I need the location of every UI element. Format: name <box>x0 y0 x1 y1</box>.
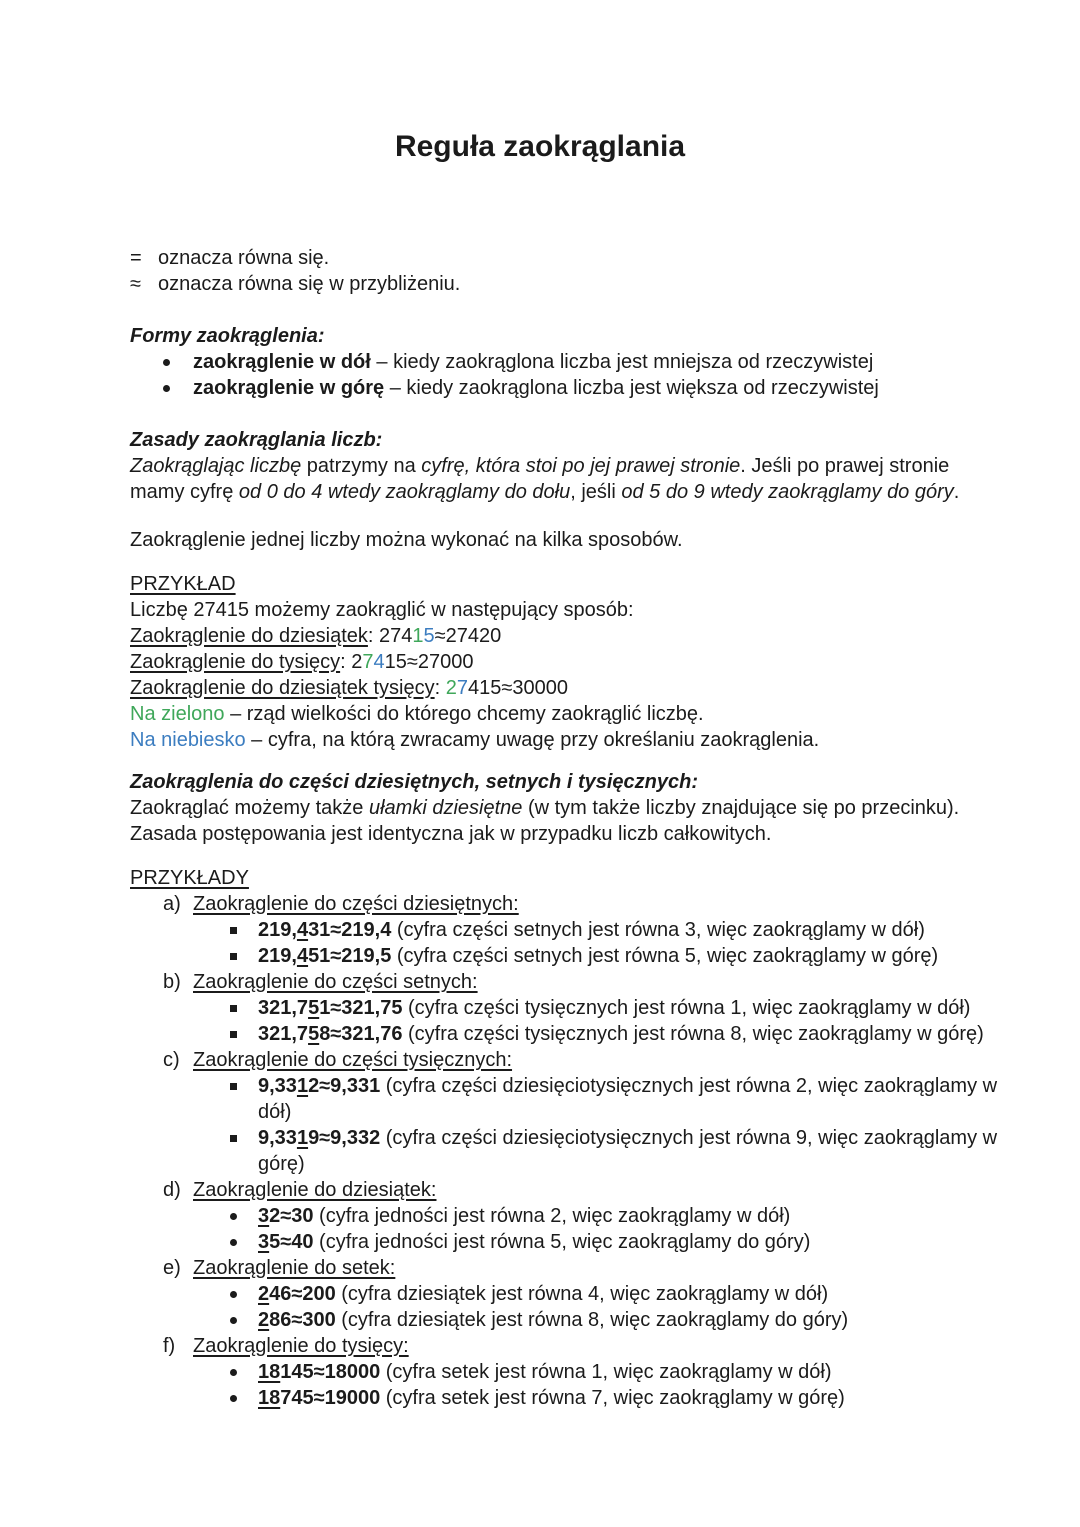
equals-symbol: = <box>130 247 142 269</box>
sub-item <box>130 1073 1000 1125</box>
legend-text: oznacza równa się. <box>158 247 330 269</box>
sub-item <box>130 1359 1000 1385</box>
symbol-legend <box>130 245 1000 297</box>
square-bullet-icon <box>230 995 258 1012</box>
section-heading: Zaokrąglenia do części dziesiętnych, setnych i tysięcznych: <box>130 771 698 793</box>
round-bullet-icon <box>230 1307 258 1324</box>
round-bullet-icon <box>230 1281 258 1298</box>
item-letter: b) <box>163 971 181 993</box>
section-przyklady <box>130 865 1000 1411</box>
blue-digit: 5 <box>423 625 435 647</box>
green-digit: 2 <box>445 677 457 699</box>
legend-row-equals <box>130 245 1000 271</box>
green-note: Na zielono – rząd wielkości do którego chcemy zaokrąglić liczbę. <box>130 703 704 725</box>
sub-item-text: 219,431≈219,4 (cyfra części setnych jest równa 3, więc zaokrąglamy w dół) <box>258 919 925 941</box>
sub-item-text: 219,451≈219,5 (cyfra części setnych jest równa 5, więc zaokrąglamy w górę) <box>258 945 939 967</box>
round-bullet-icon <box>230 1229 258 1246</box>
item-letter: d) <box>163 1179 181 1201</box>
legend-row-approx <box>130 271 1000 297</box>
sub-item <box>130 1281 1000 1307</box>
round-bullet-icon <box>163 349 193 366</box>
square-bullet-icon <box>230 1021 258 1038</box>
section-heading: Zasady zaokrąglania liczb: <box>130 429 383 451</box>
sub-item-text: 9,3312≈9,331 (cyfra części dziesięciotysięcznych jest równa 2, więc zaokrąglamy w dół) <box>258 1075 998 1123</box>
green-digit: 1 <box>412 625 424 647</box>
square-bullet-icon <box>230 1073 258 1090</box>
bullet-text: zaokrąglenie w dół – kiedy zaokrąglona liczba jest mniejsza od rzeczywistej <box>193 351 874 373</box>
blue-digit: 7 <box>456 677 468 699</box>
sub-item <box>130 1203 1000 1229</box>
sub-item-text: 32≈30 (cyfra jedności jest równa 2, więc zaokrąglamy w dół) <box>258 1205 791 1227</box>
examples-heading: PRZYKŁADY <box>130 867 249 889</box>
zasady-paragraph: Zaokrąglając liczbę patrzymy na cyfrę, która stoi po jej prawej stronie. Jeśli po prawej stronie mamy cyfrę od 0 do 4 wtedy zaokrąglamy do dołu, jeśli od 5 do 9 wtedy zaokrąglamy do góry. <box>130 455 960 503</box>
item-label: Zaokrąglenie do części dziesiętnych: <box>193 893 519 915</box>
section-zasady <box>130 427 1000 505</box>
approx-symbol: ≈ <box>130 273 141 295</box>
lettered-item <box>130 1333 1000 1359</box>
section-formy <box>130 323 1000 401</box>
round-bullet-icon <box>230 1359 258 1376</box>
list-item <box>130 349 1000 375</box>
round-bullet-icon <box>230 1385 258 1402</box>
item-label: Zaokrąglenie do części setnych: <box>193 971 478 993</box>
example-row: Zaokrąglenie do tysięcy: 27415≈27000 <box>130 651 474 673</box>
item-letter: c) <box>163 1049 180 1071</box>
lettered-item <box>130 1177 1000 1203</box>
sub-item-text: 246≈200 (cyfra dziesiątek jest równa 4, więc zaokrąglamy w dół) <box>258 1283 829 1305</box>
sub-item-text: 9,3319≈9,332 (cyfra części dziesięciotysięcznych jest równa 9, więc zaokrąglamy w górę) <box>258 1127 998 1175</box>
sub-item <box>130 943 1000 969</box>
example-intro: Liczbę 27415 możemy zaokrąglić w następujący sposób: <box>130 599 634 621</box>
sub-item-text: 321,758≈321,76 (cyfra części tysięcznych jest równa 8, więc zaokrąglamy w górę) <box>258 1023 984 1045</box>
lettered-item <box>130 969 1000 995</box>
example-row: Zaokrąglenie do dziesiątek: 27415≈27420 <box>130 625 502 647</box>
lettered-item <box>130 891 1000 917</box>
legend-text: oznacza równa się w przybliżeniu. <box>158 273 461 295</box>
lettered-item <box>130 1255 1000 1281</box>
blue-note: Na niebiesko – cyfra, na którą zwracamy uwagę przy określaniu zaokrąglenia. <box>130 729 820 751</box>
ulamki-paragraph: Zaokrąglać możemy także ułamki dziesiętne (w tym także liczby znajdujące się po przecinku). Zasada postępowania jest identyczna jak w przypadku liczb całkowitych. <box>130 797 960 845</box>
green-digit: 7 <box>362 651 374 673</box>
item-letter: a) <box>163 893 181 915</box>
item-label: Zaokrąglenie do tysięcy: <box>193 1335 409 1357</box>
blue-digit: 4 <box>373 651 385 673</box>
page-title: Reguła zaokrąglania <box>394 130 686 163</box>
square-bullet-icon <box>230 1125 258 1142</box>
round-bullet-icon <box>230 1203 258 1220</box>
example-row: Zaokrąglenie do dziesiątek tysięcy: 27415≈30000 <box>130 677 568 699</box>
square-bullet-icon <box>230 917 258 934</box>
round-bullet-icon <box>163 375 193 392</box>
sub-item-text: 18745≈19000 (cyfra setek jest równa 7, więc zaokrąglamy w górę) <box>258 1387 845 1409</box>
sub-item-text: 18145≈18000 (cyfra setek jest równa 1, więc zaokrąglamy w dół) <box>258 1361 832 1383</box>
item-letter: f) <box>163 1335 176 1357</box>
section-ulamki <box>130 769 1000 847</box>
sub-item-text: 321,751≈321,75 (cyfra części tysięcznych jest równa 1, więc zaokrąglamy w dół) <box>258 997 971 1019</box>
sub-item <box>130 1307 1000 1333</box>
sub-item <box>130 1125 1000 1177</box>
item-letter: e) <box>163 1257 181 1279</box>
sub-item-text: 286≈300 (cyfra dziesiątek jest równa 8, więc zaokrąglamy do góry) <box>258 1309 849 1331</box>
square-bullet-icon <box>230 943 258 960</box>
sub-item-text: 35≈40 (cyfra jedności jest równa 5, więc zaokrąglamy do góry) <box>258 1231 811 1253</box>
methods-note: Zaokrąglenie jednej liczby można wykonać na kilka sposobów. <box>130 529 683 551</box>
sub-item <box>130 1385 1000 1411</box>
item-label: Zaokrąglenie do dziesiątek: <box>193 1179 437 1201</box>
sub-item <box>130 995 1000 1021</box>
section-przyklad <box>130 571 1000 753</box>
sub-item <box>130 1021 1000 1047</box>
sub-item <box>130 1229 1000 1255</box>
section-heading: Formy zaokrąglenia: <box>130 325 325 347</box>
sub-item <box>130 917 1000 943</box>
example-heading: PRZYKŁAD <box>130 573 236 595</box>
bullet-text: zaokrąglenie w górę – kiedy zaokrąglona liczba jest większa od rzeczywistej <box>193 377 879 399</box>
list-item <box>130 375 1000 401</box>
lettered-item <box>130 1047 1000 1073</box>
item-label: Zaokrąglenie do setek: <box>193 1257 396 1279</box>
item-label: Zaokrąglenie do części tysięcznych: <box>193 1049 513 1071</box>
